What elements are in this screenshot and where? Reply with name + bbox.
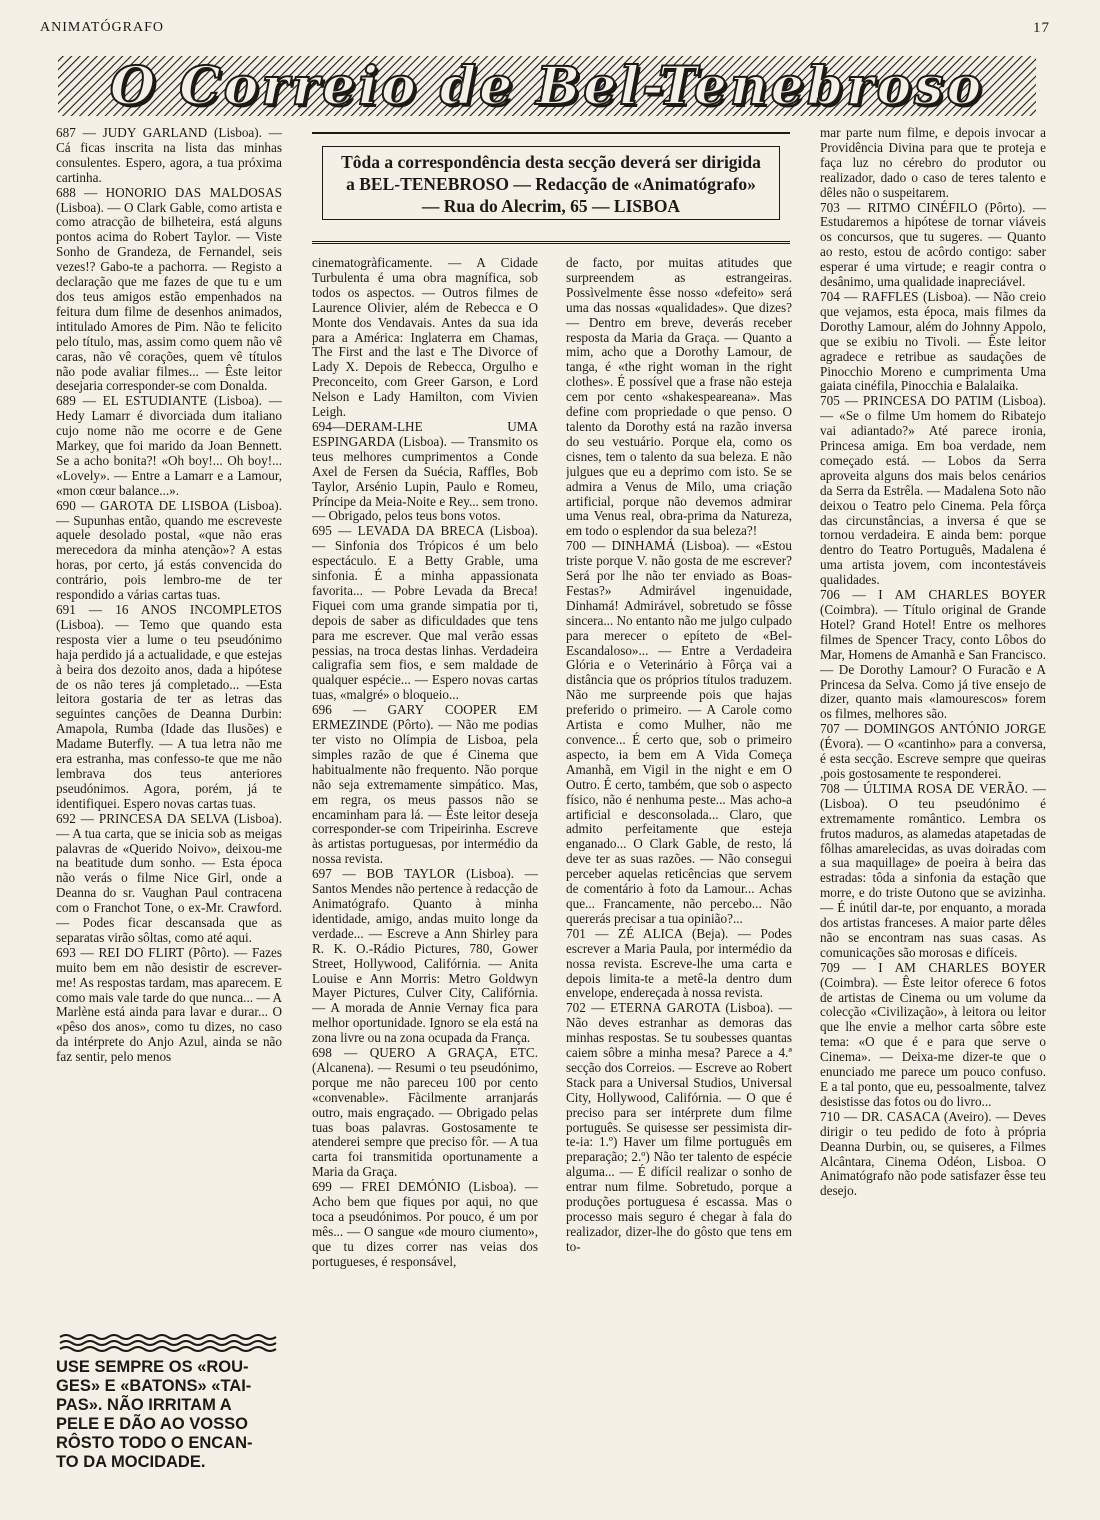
letter-entry: 707 — DOMINGOS ANTÓNIO JORGE (Évora). — O «cantinho» para a conversa, é esta secção. Escreve sempre que queiras ,pois gostosamente te responderei. <box>820 721 1046 781</box>
column-2 <box>312 256 538 1511</box>
letter-entry: 690 — GAROTA DE LISBOA (Lisboa). — Supunhas então, quando me escreveste aquele desolado postal, «que não eras merecedora da minha atenção»? A estas horas, por certo, já estás convencida do contrário, pois lembro-me de ter respondido a várias cartas tuas. <box>56 497 282 603</box>
ad-line: GES» E «BATONS» «TAI- <box>56 1377 252 1395</box>
letter-entry: 705 — PRINCESA DO PATIM (Lisboa). — «Se o filme Um homem do Ribatejo vai adiantado?» Até parece ironia, Princesa amiga. Em boa verdade, nem começado está. — Lobos da Serra aproveita alguns dos mais belos cenários da Serra da Estrêla. — Madalena Soto não deixou o Teatro pelo Cinema. Pela fôrça das circunstâncias, a inversa é que se tornou verdadeira. E ainda bem: porque dentro do Teatro Português, Madalena é uma artista jovem, com incontestáveis qualidades. <box>820 393 1046 588</box>
page-number: 17 <box>1033 20 1050 36</box>
letter-entry: 710 — DR. CASACA (Aveiro). — Deves dirigir o teu pedido de foto à própria Deanna Durbin, ou, se quiseres, a Filmes Alcântara, Cinema Odéon, Lisboa. O Animatógrafo não pode satisfazer êsse teu desejo. <box>820 1108 1046 1199</box>
letter-entry: cinematogràficamente. — A Cidade Turbulenta é uma obra magnífica, sob todos os aspectos. — Outros filmes de Laurence Olivier, além de Rebecca e O Monte dos Vendavais. Antes da sua ida para a América: Inglaterra em Chamas, The First and the last e The Divorce of Lady X. Depois de Rebecca, Orgulho e Preconceito, com Greer Garson, e Lord Nelson e Lady Hamilton, com Vivien Leigh. <box>312 256 538 420</box>
column-3 <box>566 256 792 1511</box>
notice-line: a BEL-TENEBROSO — Redacção de «Animatógrafo» <box>346 174 756 194</box>
letter-entry: 691 — 16 ANOS INCOMPLETOS (Lisboa). — Temo que quando esta resposta vier a lume o teu pseudónimo haja perdido já a actualidade, e que estejas à beira dos dezoito anos, dada a hipótese de os não teres já completado... —Esta leitora gostaria de ter as letras das seguintes canções de Deanna Durbin: Amapola, Rumba (Idade das Ilusões) e Madame Buterfly. — A tua letra não me era estranha, mas confesso-te que me não lembrava dos teus anteriores pseudónimos. Agora, porém, já te identifiquei. Espero novas cartas tuas. <box>56 602 282 811</box>
letter-entry: de facto, por muitas atitudes que surpreendem as estrangeiras. Possìvelmente êsse nosso «defeito» será uma das nossas «qualidades». Que dizes? — Dentro em breve, deverás receber resposta da Maria da Graça. — Quanto a mim, acho que a Dorothy Lamour, de tanga, é «the right woman in the right clothes». É possível que a frase não esteja cem por cento «shakespeareana». Mas define com propriedade o que penso. O talento da Dorothy está na razão inversa do seu vestuário. Porque ela, como os cisnes, tem o talento da sua beleza. E não julgues que eu a deprimo com isto. Se se admira a Venus de Milo, uma criação artificial, porque não devemos admirar uma Venus real, obra-prima da Natureza, em todo o esplendor da sua beleza?! <box>566 256 792 539</box>
ad-line: USE SEMPRE OS «ROU- <box>56 1358 249 1376</box>
column-1 <box>56 126 282 1511</box>
letter-entry: 702 — ETERNA GAROTA (Lisboa). — Não deves estranhar as demoras das minhas respostas. Se tu soubesses quantas caiem sôbre a minha mesa? Parece a 4.ª secção dos Correios. — Escreve ao Robert Stack para a Universal Studios, Universal City, Hollywood, Califórnia. — O que é preciso para ser intérprete dum filme português. Se quisesse ser pessimista dir-te-ia: 1.º) Haver um filme português em preparação; 2.º) Não ter talento de espécie alguma... — É difícil realizar o sonho de entrar num filme. Sobretudo, porque a produções portuguesa é escassa. Mas o processo mais seguro é chegar à fala do realizador, dizer-lhe do gôsto que tens em to- <box>566 1000 792 1254</box>
section-title: O Correio de Bel-Tenebroso <box>109 55 985 117</box>
ad-line: TO DA MOCIDADE. <box>56 1453 206 1471</box>
correspondence-notice <box>312 132 790 244</box>
ad-line: PAS». NÃO IRRITAM A <box>56 1396 232 1414</box>
notice-frame <box>322 146 780 220</box>
letter-entry: 709 — I AM CHARLES BOYER (Coimbra). — Êste leitor oferece 6 fotos de artistas de Cinema ou um volume da colecção «Civilização», à leitora ou leitor que lhe envie a melhor carta sôbre este tema: «O que é e para que serve o Cinema». — Deixa-me dizer-te que o enunciado me parece um pouco confuso. E a tal ponto, que eu, pessoalmente, talvez desistisse das fotos ou do livro... <box>820 959 1046 1109</box>
notice-line: Tôda a correspondência desta secção deverá ser dirigida <box>341 152 761 172</box>
letter-entry: 695 — LEVADA DA BRECA (Lisboa). — Sinfonia dos Trópicos é um belo espectáculo. E a Betty Grable, uma sinfonia. É a minha appassionata favorita... — Pobre Levada da Breca! Fiquei com uma grande simpatia por ti, depois de saber as dificuldades que tens para me escrever. Que mal verão essas pessias, na troca destas linhas. Verdadeira caligrafia sem fios, e sem maldade de qualquer espécie... — Espero novas cartas tuas, «malgré» o bloqueio... <box>312 523 538 703</box>
letter-entry: 700 — DINHAMÁ (Lisboa). — «Estou triste porque V. não gosta de me escrever? Será por lhe não ter enviado as Boas-Festas?» Admirável ingenuidade, Dinhamá! Admirável, sobretudo se fôsse sincera... No entanto não me julgo culpado para merecer o epíteto de «Bel-Escandaloso»... — Entre a Verdadeira Glória e o Veterinário à Fôrça vai a distância que os próprios títulos traduzem. Não me surpreende pois que hajas preferido o primeiro. — A Carole como Artista e como Mulher, não me convence... É certo que, sob o primeiro aspecto, ia bem em A Vida Começa Amanhã, em Vigil in the night e em O Outro. É certo, também, que sob o aspecto físico, não é nenhuma peste... Mas acho-a artificial e desconsolada... Claro, que admito perfeitamente que esteja enganado... O Clark Gable, de resto, lá deve ter as suas razões. — Não consegui perceber aquelas reticências que servem de comentário à foto da Lamour... Achas que... Francamente, não percebo... Não quererás precisar a tua opinião?... <box>566 538 792 926</box>
letter-entry: 701 — ZÉ ALICA (Beja). — Podes escrever a Maria Paula, por intermédio da nossa revista. Escreve-lhe uma carta e depois limita-te a metê-la dentro dum envelope, endereçada à nossa revista. <box>566 925 792 1001</box>
letter-entry: 706 — I AM CHARLES BOYER (Coimbra). — Título original de Grande Hotel? Grand Hotel! Entre os melhores filmes de Spencer Tracy, conto Lôbos do Mar, Homens de Amanhã e San Francisco. — De Dorothy Lamour? O Furacão e A Princesa da Selva. Como já tive ensejo de dizer, quanto mais «lamourescos» forem os filmes, melhores são. <box>820 587 1046 722</box>
letter-entry: 689 — EL ESTUDIANTE (Lisboa). — Hedy Lamarr é divorciada dum italiano cujo nome não me ocorre e de Gene Markey, que foi marido da Joan Bennett. Se a acho bonita?! «Oh boy!... Oh boy!... «Lovely». — Entre a Lamarr e a Lamour, «mon cœur balance...». <box>56 393 282 498</box>
letter-entry: mar parte num filme, e depois invocar a Providência Divina para que te proteja e faça luz no cérebro do produtor ou realizador, dado o caso de teres talento e dêles não o suspeitarem. <box>820 126 1046 200</box>
ad-line: RÔSTO TODO O ENCAN- <box>56 1434 253 1452</box>
letter-entry: 703 — RITMO CINÉFILO (Pôrto). — Estudaremos a hipótese de tornar viáveis os concursos, que tu sugeres. — Quanto ao resto, estou de acôrdo contigo: saber esperar é uma virtude; e reagir contra o desânimo, uma qualidade inapreciável. <box>820 199 1046 290</box>
letter-entry: 698 — QUERO A GRAÇA, ETC. (Alcanena). — Resumi o teu pseudónimo, porque me não pareceu 100 por cento «convenable». Fàcilmente arranjarás outro, mais engraçado. — Obrigado pelas tuas boas palavras. Gostosamente te atenderei sempre que preciso fôr. — A tua carta foi transmitida oportunamente a Maria da Graça. <box>312 1045 538 1180</box>
letter-entry: 694—DERAM-LHE UMA ESPINGARDA (Lisboa). — Transmito os teus melhores cumprimentos a Conde Axel de Fersen da Suécia, Raffles, Bob Taylor, Arsénio Lupin, Paulo e Romeu, Príncipe da Meia-Noite e Rey... sem trono. — Obrigado, pelos teus bons votos. <box>312 418 538 524</box>
letter-entry: 692 — PRINCESA DA SELVA (Lisboa). — A tua carta, que se inicia sob as meigas palavras de «Querido Noivo», deixou-me na beatitude dum sonho. — Esta época não verás o filme Nice Girl, onde a Deanna do sr. Vaughan Paul contracena com o Franchot Tone, o ex-Mr. Crawford. — Podes ficar descansada que as separatas virão sôltas, como até aqui. <box>56 810 282 945</box>
letter-entry: 687 — JUDY GARLAND (Lisboa). — Cá ficas inscrita na lista das minhas consulentes. Espero, agora, a tua próxima cartinha. <box>56 126 282 185</box>
cosmetics-advertisement <box>56 1358 282 1471</box>
column-4 <box>820 126 1046 1511</box>
article-body <box>56 126 1056 1511</box>
running-header <box>40 18 1050 44</box>
letter-entry: 704 — RAFFLES (Lisboa). — Não creio que vejamos, esta época, mais filmes da Dorothy Lamour, além do Johnny Appolo, que se exibiu no Tivoli. — Êste leitor agradece e retribue as saudações de Pinocchio Moreno e cumprimenta Uma gaiata cinéfila, Pinocchia e Balalaika. <box>820 288 1046 394</box>
wavy-divider <box>56 1331 282 1353</box>
letter-entry: 693 — REI DO FLIRT (Pôrto). — Fazes muito bem em não desistir de escrever-me! As respostas tardam, mas aparecem. E como mais vale tarde do que nunca... — A Marlène está ainda para lavar e durar... O «pêso dos anos», como tu dizes, no caso da intérprete do Anjo Azul, ainda se não faz sentir, pelo menos <box>56 944 282 1065</box>
letter-entry: 688 — HONORIO DAS MALDOSAS (Lisboa). — O Clark Gable, como artista e como atracção de bilheteira, está alguns pontos acima do Robert Taylor. — Viste Sonho de Grandeza, de Fernandel, seis vezes!? Gabo-te a pachorra. — Registo a declaração que me fazes de que tu e um dos teus amigos estão empenhados na feitura dum filme de desenhos animados, intitulado Amores de Pim. Não te felicito pelo título, mas, assim como quem não vê caras, não vê corações, quem vê títulos não pode avaliar filmes... — Êste leitor desejaria corresponder-se com Donalda. <box>56 184 282 394</box>
ad-line: PELE E DÃO AO VOSSO <box>56 1415 248 1433</box>
letter-entry: 708 — ÚLTIMA ROSA DE VERÃO. — (Lisboa). O teu pseudónimo é extremamente romântico. Lembra os frutos maduros, as alamedas atapetadas de fôlhas amarelecidas, as uvas doiradas com a sua maquillage» de poeira à beira das estradas: tôda a sinfonia da estação que morre, e do triste Outono que se avizinha. — É inútil dar-te, por enquanto, a morada dos artistas franceses. A maior parte dêles não se encontram nas suas casas. As comunicações são morosas e difíceis. <box>820 780 1046 960</box>
letter-entry: 699 — FREI DEMÓNIO (Lisboa). — Acho bem que fiques por aqui, no que toca a pseudónimos. Por pouco, é um por mês... — O sangue «de mouro ciumento», que tu dizes correr nas veias dos portugueses, é responsável, <box>312 1179 538 1269</box>
magazine-title: ANIMATÓGRAFO <box>40 20 165 35</box>
section-banner <box>58 52 1036 120</box>
notice-line: — Rua do Alecrim, 65 — LISBOA <box>421 196 681 216</box>
letter-entry: 697 — BOB TAYLOR (Lisboa). — Santos Mendes não pertence à redacção de Animatógrafo. Quanto à minha identidade, amigo, andas muito longe da verdade... — Escreve a Ann Shirley para R. K. O.-Rádio Pictures, 780, Gower Street, Hollywood, Califórnia. — Anita Louise e Ann Morris: Metro Goldwyn Mayer Pictures, Culver City, Califórnia. — A morada de Annie Vernay fica para melhor oportunidade. Ignoro se ela está na zona livre ou na zona ocupada da França. <box>312 866 538 1046</box>
letter-entry: 696 — GARY COOPER EM ERMEZINDE (Pôrto). — Não me podias ter visto no Olímpia de Lisboa, pela simples razão de que é Cinema que habitualmente não frequento. Não porque não seja extremamente simpático. Mas, em regra, os meus passos não se encaminham para lá. — Êste leitor deseja corresponder-se com Tripeirinha. Escreve às artistas portuguesas, por intermédio da nossa revista. <box>312 702 538 867</box>
